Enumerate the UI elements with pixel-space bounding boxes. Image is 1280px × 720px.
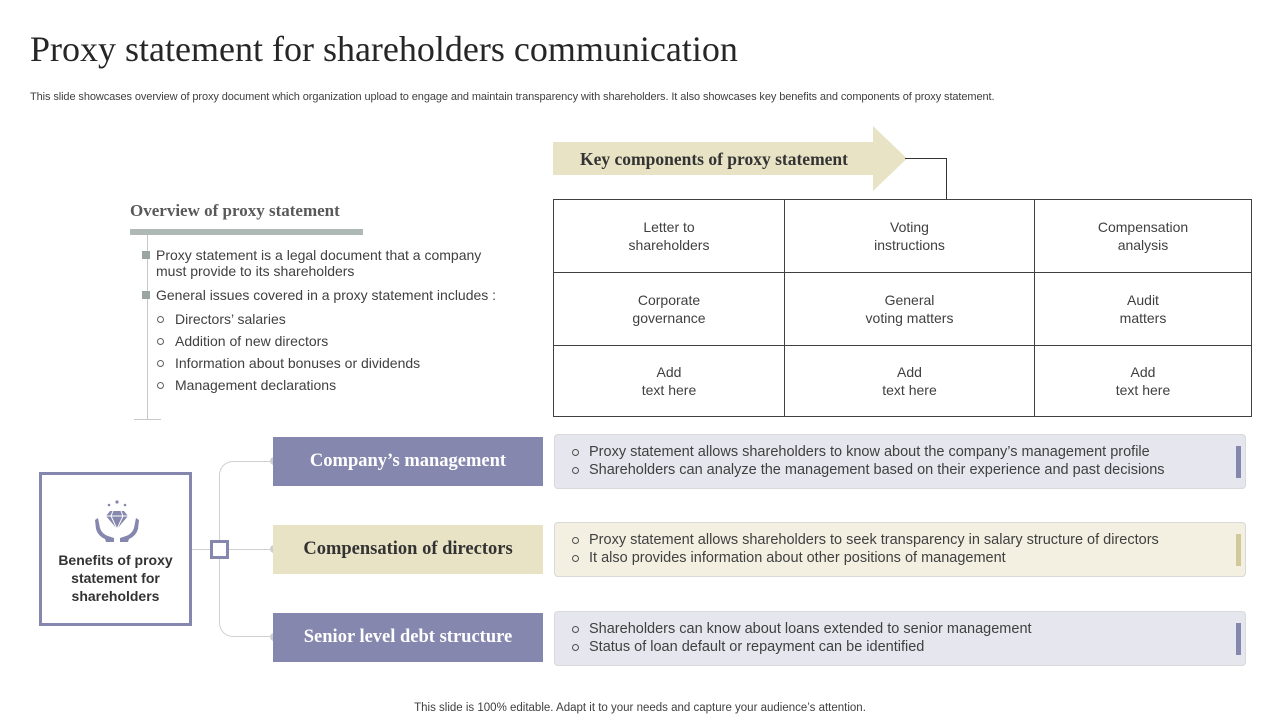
circle-bullet-icon xyxy=(157,316,164,323)
benefit-line: Shareholders can analyze the management based on their experience and past decisions xyxy=(571,461,1245,479)
circle-bullet-icon xyxy=(572,537,579,544)
benefits-connector xyxy=(192,549,274,550)
benefit-line: Status of loan default or repayment can be identified xyxy=(571,638,1245,656)
slide-subtitle: This slide showcases overview of proxy document which organization upload to engage and maintain transparency with shareholders. It also showcases key benefits and components of proxy statement. xyxy=(30,91,995,103)
benefit-line: It also provides information about other positions of management xyxy=(571,549,1245,567)
component-cell: Corporate governance xyxy=(632,292,706,326)
overview-subpoint: Directors’ salaries xyxy=(142,311,512,327)
benefit-heading: Compensation of directors xyxy=(273,525,543,574)
benefit-detail xyxy=(554,434,1246,489)
circle-bullet-icon xyxy=(157,382,164,389)
overview-list xyxy=(142,247,512,399)
component-cell: Audit matters xyxy=(1119,292,1167,326)
overview-subpoint: Addition of new directors xyxy=(142,333,512,349)
accent-bar xyxy=(1236,534,1241,566)
benefit-detail xyxy=(554,522,1246,577)
benefit-line: Proxy statement allows shareholders to seek transparency in salary structure of directors xyxy=(571,531,1245,549)
component-cell: Compensation analysis xyxy=(1097,219,1189,253)
connector-line xyxy=(905,158,947,159)
slide-title: Proxy statement for shareholders communication xyxy=(30,29,738,69)
connector-line xyxy=(946,158,947,199)
overview-subpoint: Information about bonuses or dividends xyxy=(142,355,512,371)
overview-underline xyxy=(130,229,363,235)
circle-bullet-icon xyxy=(572,555,579,562)
accent-bar xyxy=(1236,623,1241,655)
overview-subpoint: Management declarations xyxy=(142,377,512,393)
component-cell: Letter to shareholders xyxy=(628,219,710,253)
square-bullet-icon xyxy=(142,291,150,299)
overview-title: Overview of proxy statement xyxy=(130,201,340,220)
overview-point: General issues covered in a proxy statement includes : xyxy=(142,287,512,303)
benefits-label: Benefits of proxy statement for shareholders xyxy=(58,552,173,604)
hands-diamond-icon xyxy=(94,498,140,544)
benefit-detail xyxy=(554,611,1246,666)
circle-bullet-icon xyxy=(572,644,579,651)
component-cell: General voting matters xyxy=(865,292,954,326)
connector-square xyxy=(210,540,229,559)
component-cell: Add text here xyxy=(1115,364,1171,398)
components-title: Key components of proxy statement xyxy=(580,149,848,169)
circle-bullet-icon xyxy=(157,338,164,345)
circle-bullet-icon xyxy=(572,449,579,456)
slide-footer: This slide is 100% editable. Adapt it to your needs and capture your audience’s attention. xyxy=(414,702,866,714)
circle-bullet-icon xyxy=(572,467,579,474)
component-cell: Add text here xyxy=(882,364,937,398)
benefit-line: Shareholders can know about loans extended to senior management xyxy=(571,620,1245,638)
component-cell: Voting instructions xyxy=(874,219,945,253)
benefit-line: Proxy statement allows shareholders to know about the company’s management profile xyxy=(571,443,1245,461)
accent-bar xyxy=(1236,446,1241,478)
component-cell: Add text here xyxy=(641,364,697,398)
square-bullet-icon xyxy=(142,251,150,259)
circle-bullet-icon xyxy=(572,626,579,633)
circle-bullet-icon xyxy=(157,360,164,367)
benefit-heading: Senior level debt structure xyxy=(273,613,543,662)
overview-point: Proxy statement is a legal document that a company must provide to its shareholders xyxy=(142,247,512,279)
overview-bottom-tick xyxy=(134,419,161,420)
benefit-heading: Company’s management xyxy=(273,437,543,486)
components-grid xyxy=(553,199,1252,417)
benefits-box xyxy=(39,472,192,626)
